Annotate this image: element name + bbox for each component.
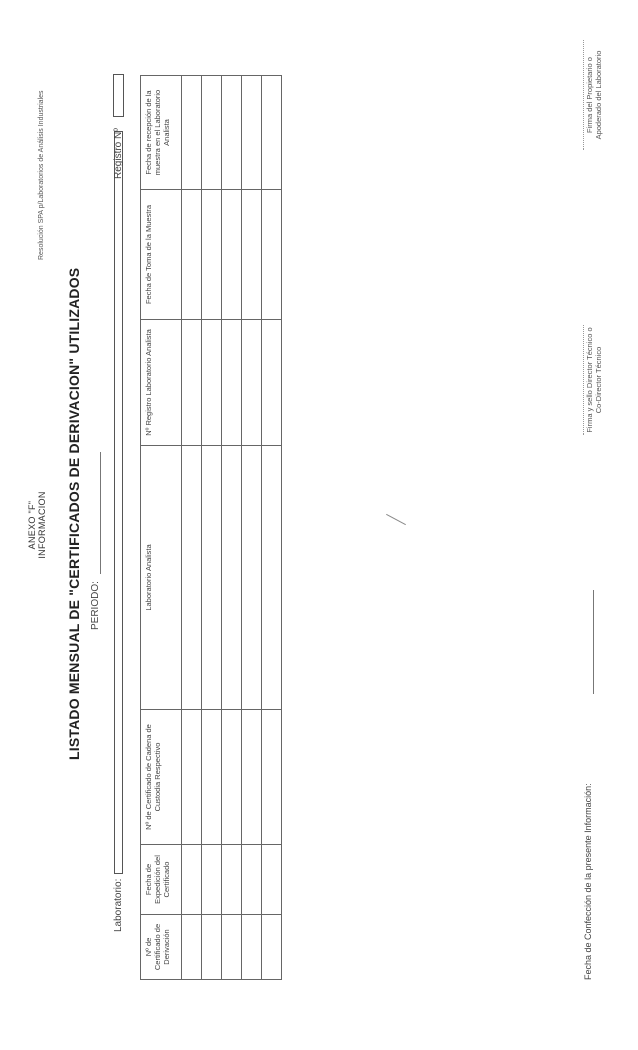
owner-signature-line[interactable] bbox=[583, 40, 584, 150]
certificates-table bbox=[140, 75, 282, 980]
table-cell[interactable] bbox=[182, 710, 202, 845]
table-header-row bbox=[141, 76, 182, 980]
table-cell[interactable] bbox=[242, 710, 262, 845]
table-cell[interactable] bbox=[182, 915, 202, 980]
owner-signature-label: Firma del Propietario o Apoderado del Laboratorio bbox=[585, 50, 603, 140]
periodo-field[interactable] bbox=[100, 452, 101, 574]
director-signature-label: Firma y sello Director Técnico o Co-Director Técnico bbox=[585, 327, 603, 433]
table-cell[interactable] bbox=[202, 710, 222, 845]
page-title: LISTADO MENSUAL DE "CERTIFICADOS DE DERIVACION" UTILIZADOS bbox=[66, 267, 82, 760]
table-cell[interactable] bbox=[222, 76, 242, 190]
col-header-cadena-custodia: Nº de Certificado de Cadena de Custodia Respectivo bbox=[141, 710, 182, 845]
col-header-fecha-expedicion: Fecha de Expedición del Certificado bbox=[141, 845, 182, 915]
registro-label: Registro Nº bbox=[113, 128, 124, 179]
table-cell[interactable] bbox=[242, 76, 262, 190]
table-cell[interactable] bbox=[202, 446, 222, 710]
col-header-certificado-derivacion: Nº de Certificado de Derivación bbox=[141, 915, 182, 980]
table-row bbox=[262, 76, 282, 980]
director-signature-line[interactable] bbox=[583, 325, 584, 435]
table-cell[interactable] bbox=[202, 76, 222, 190]
table-cell[interactable] bbox=[182, 446, 202, 710]
table-cell[interactable] bbox=[222, 845, 242, 915]
col-header-registro-laboratorio: Nº Registro Laboratorio Analista bbox=[141, 320, 182, 446]
fecha-confeccion-field[interactable] bbox=[593, 590, 594, 694]
table-cell[interactable] bbox=[222, 710, 242, 845]
table-cell[interactable] bbox=[262, 915, 282, 980]
stray-pen-mark bbox=[386, 514, 406, 525]
laboratorio-field[interactable] bbox=[114, 131, 123, 874]
table-row bbox=[202, 76, 222, 980]
annex-label: ANEXO "F" bbox=[27, 500, 37, 550]
table-cell[interactable] bbox=[242, 915, 262, 980]
table-cell[interactable] bbox=[262, 76, 282, 190]
table-cell[interactable] bbox=[262, 320, 282, 446]
table-cell[interactable] bbox=[182, 845, 202, 915]
table-cell[interactable] bbox=[222, 190, 242, 320]
table-cell[interactable] bbox=[242, 320, 262, 446]
table-cell[interactable] bbox=[182, 320, 202, 446]
table-cell[interactable] bbox=[242, 446, 262, 710]
registro-field[interactable] bbox=[113, 74, 124, 117]
table-cell[interactable] bbox=[222, 915, 242, 980]
table-cell[interactable] bbox=[262, 446, 282, 710]
col-header-fecha-toma: Fecha de Toma de la Muestra bbox=[141, 190, 182, 320]
periodo-label: PERIODO: bbox=[90, 581, 101, 630]
table-cell[interactable] bbox=[202, 845, 222, 915]
table-cell[interactable] bbox=[202, 915, 222, 980]
table-cell[interactable] bbox=[202, 190, 222, 320]
table-cell[interactable] bbox=[202, 320, 222, 446]
col-header-laboratorio-analista: Laboratorio Analista bbox=[141, 446, 182, 710]
fecha-confeccion-label: Fecha de Confección de la presente Información: bbox=[583, 783, 593, 980]
table-cell[interactable] bbox=[222, 446, 242, 710]
table-cell[interactable] bbox=[242, 190, 262, 320]
table-cell[interactable] bbox=[182, 190, 202, 320]
table-cell[interactable] bbox=[222, 320, 242, 446]
table-cell[interactable] bbox=[242, 845, 262, 915]
table-cell[interactable] bbox=[262, 845, 282, 915]
table-cell[interactable] bbox=[182, 76, 202, 190]
info-label: INFORMACION bbox=[37, 491, 47, 559]
col-header-fecha-recepcion: Fecha de recepción de la muestra en el Laboratorio Analista bbox=[141, 76, 182, 190]
table-row bbox=[182, 76, 202, 980]
resolution-note: Resolución SPA p/Laboratorios de Análisis Industriales bbox=[38, 90, 45, 260]
table-row bbox=[222, 76, 242, 980]
table-cell[interactable] bbox=[262, 190, 282, 320]
laboratorio-label: Laboratorio: bbox=[113, 878, 124, 932]
table-row bbox=[242, 76, 262, 980]
table-cell[interactable] bbox=[262, 710, 282, 845]
